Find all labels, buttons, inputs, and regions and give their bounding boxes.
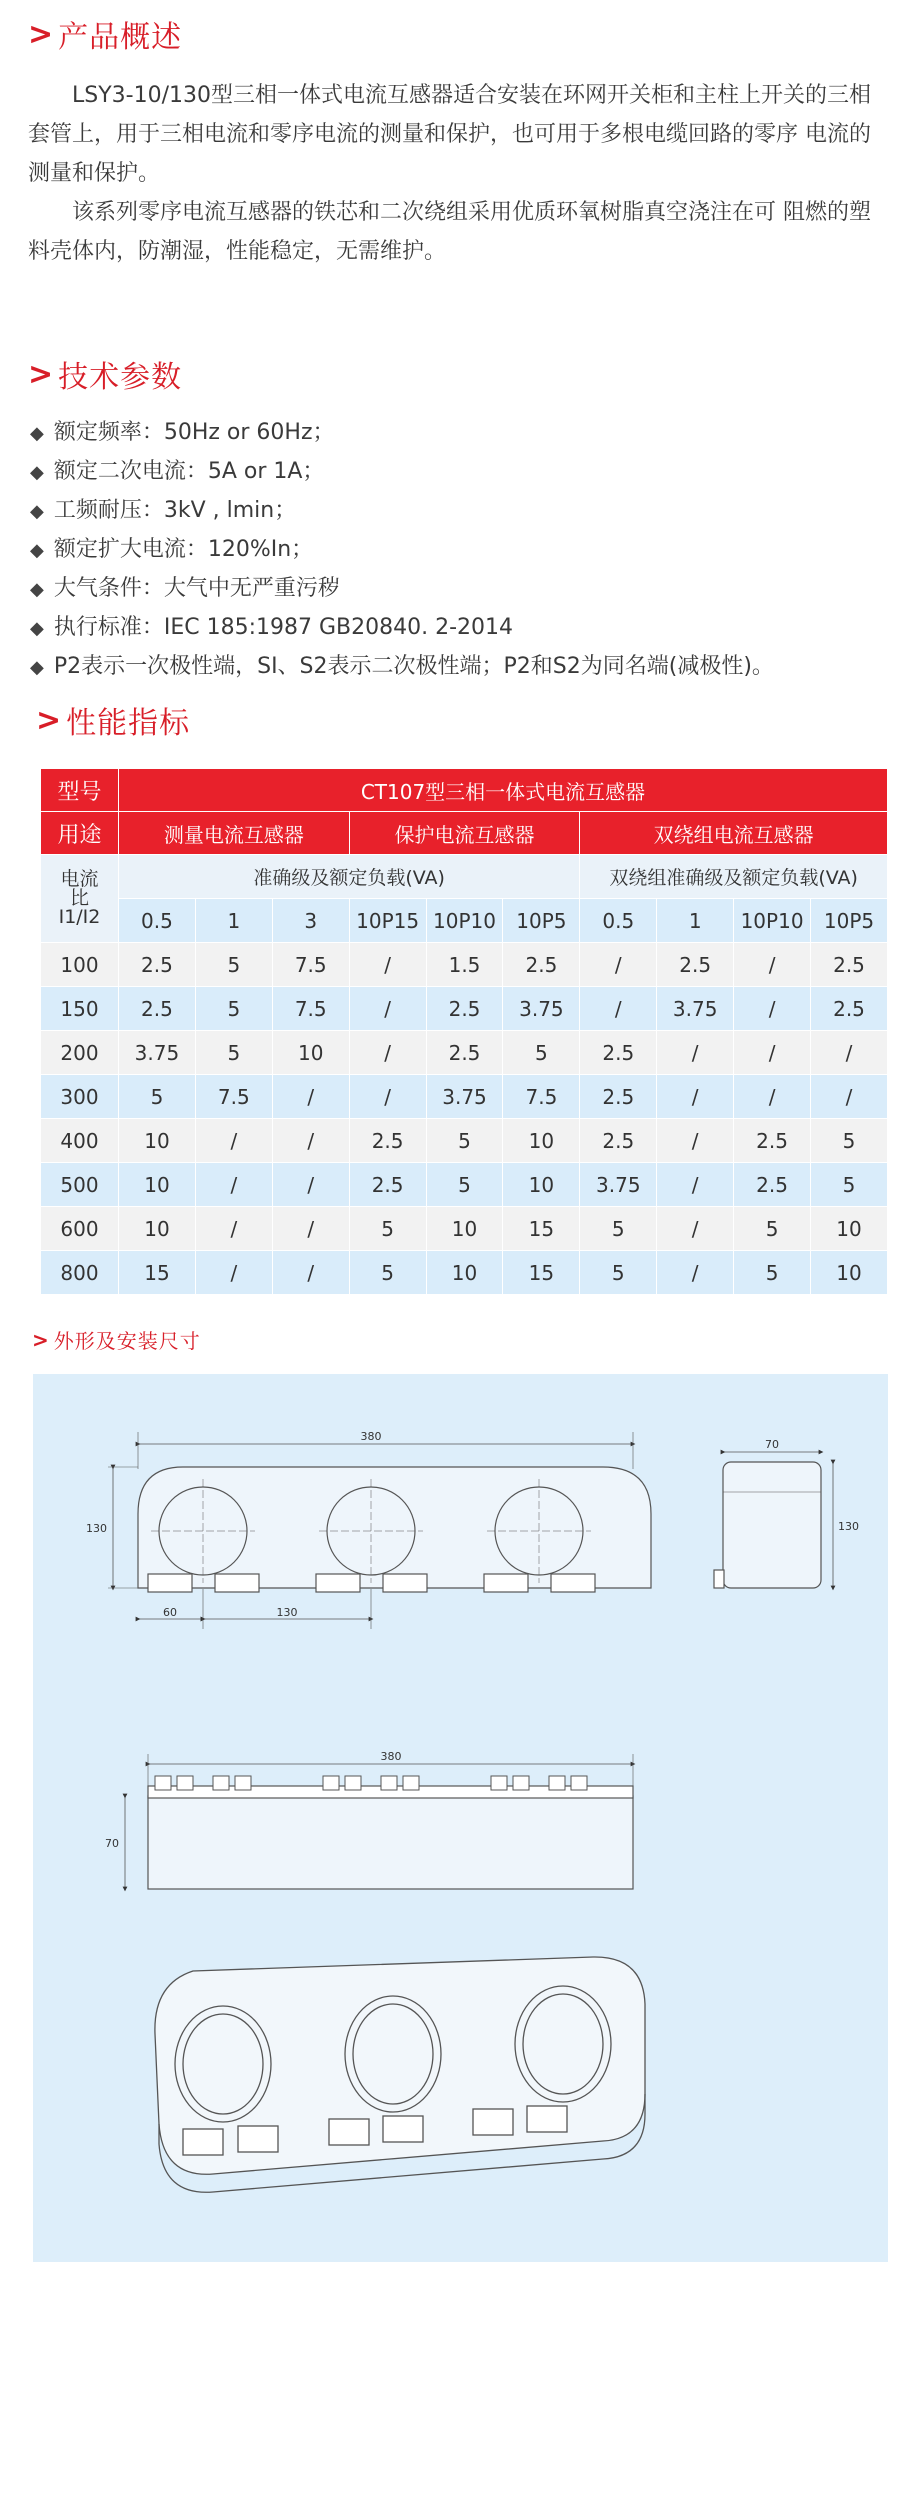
accuracy-class-cell: 1 [195,899,272,943]
spec-item: ◆ 执行标准：IEC 185:1987 GB20840. 2-2014 [30,609,774,648]
load-value-cell: 5 [503,1031,580,1075]
table-row [41,1119,888,1163]
chevron-right-icon: > [36,702,63,738]
load-value-cell: 7.5 [272,987,349,1031]
load-value-cell: / [657,1031,734,1075]
load-value-cell: 2.5 [349,1163,426,1207]
load-value-cell: / [272,1075,349,1119]
load-value-cell: 7.5 [195,1075,272,1119]
diamond-bullet-icon: ◆ [30,462,44,483]
load-value-cell: 2.5 [657,943,734,987]
spec-item: ◆ 额定频率：50Hz or 60Hz； [30,414,774,453]
side-view [714,1452,833,1588]
table-row [41,1251,888,1295]
load-value-cell: / [272,1119,349,1163]
ratio-cell: 500 [41,1163,119,1207]
load-value-cell: 5 [426,1163,503,1207]
table-row [41,987,888,1031]
chevron-right-icon: > [28,16,55,52]
accuracy-class-cell: 3 [272,899,349,943]
load-value-cell: 10 [426,1251,503,1295]
load-value-cell: / [580,987,657,1031]
load-value-cell: 5 [426,1119,503,1163]
load-value-cell: 5 [580,1251,657,1295]
dimension-drawing [33,1374,888,2262]
load-value-cell: 5 [734,1251,811,1295]
diamond-bullet-icon: ◆ [30,540,44,561]
accuracy-class-cell: 10P10 [426,899,503,943]
load-value-cell: 2.5 [811,943,888,987]
diamond-bullet-icon: ◆ [30,618,44,639]
front-view [108,1432,651,1629]
overview-paragraph-2: 该系列零序电流互感器的铁芯和二次绕组采用优质环氧树脂真空浇注在可 阻燃的塑料壳体内，防潮湿，性能稳定，无需维护。 [28,200,871,264]
dimensions-title-text: 外形及安装尺寸 [53,1329,201,1353]
load-value-cell: / [349,987,426,1031]
load-value-cell: 2.5 [119,943,196,987]
load-value-cell: 5 [349,1207,426,1251]
load-value-cell: 10 [119,1119,196,1163]
load-value-cell: 1.5 [426,943,503,987]
load-value-cell: 2.5 [426,987,503,1031]
load-value-cell: 15 [119,1251,196,1295]
ratio-cell: 100 [41,943,119,987]
table-row [41,1075,888,1119]
load-value-cell: 2.5 [119,987,196,1031]
table-row [41,943,888,987]
offset-label: 60 [163,1606,177,1619]
use-label: 用途 [41,812,119,855]
accuracy-class-cell: 1 [657,899,734,943]
load-value-cell: 7.5 [503,1075,580,1119]
load-value-cell: 10 [119,1207,196,1251]
load-value-cell: 5 [349,1251,426,1295]
load-value-cell: / [195,1207,272,1251]
spec-item: ◆ P2表示一次极性端，SI、S2表示二次极性端；P2和S2为同名端(减极性)。 [30,648,774,687]
tech-title [28,352,182,396]
isometric-view [155,1957,645,2192]
use-row [41,812,888,855]
table-row [41,1207,888,1251]
load-value-cell: / [272,1207,349,1251]
load-value-cell: / [811,1075,888,1119]
chevron-right-icon: > [28,356,55,392]
front-width-label: 380 [360,1430,382,1443]
load-value-cell: 5 [195,1031,272,1075]
ratio-cell: 200 [41,1031,119,1075]
top-height-label: 70 [105,1837,119,1850]
performance-table [40,768,888,1295]
overview-title-text: 产品概述 [58,20,183,55]
use-protect: 保护电流互感器 [349,812,580,855]
spec-item: ◆ 额定扩大电流：120%In； [30,531,774,570]
accuracy-class-row [41,899,888,943]
load-value-cell: 2.5 [734,1119,811,1163]
load-value-cell: 2.5 [734,1163,811,1207]
perf-title-text: 性能指标 [66,706,191,741]
load-value-cell: / [657,1163,734,1207]
ratio-cell: 600 [41,1207,119,1251]
model-value: CT107型三相一体式电流互感器 [119,769,888,812]
perf-title [36,698,190,742]
load-value-cell: / [734,1031,811,1075]
load-value-cell: 15 [503,1251,580,1295]
load-value-cell: / [734,1075,811,1119]
accuracy-class-cell: 10P10 [734,899,811,943]
load-header-single: 准确级及额定负载(VA) [119,855,580,899]
load-value-cell: 3.75 [580,1163,657,1207]
load-value-cell: / [272,1251,349,1295]
load-value-cell: / [580,943,657,987]
top-width-label: 380 [380,1750,402,1763]
chevron-right-icon: > [32,1327,50,1352]
tech-title-text: 技术参数 [58,360,183,395]
load-value-cell: 5 [195,943,272,987]
load-value-cell: / [657,1251,734,1295]
load-value-cell: / [195,1251,272,1295]
diamond-bullet-icon: ◆ [30,423,44,444]
load-value-cell: 5 [734,1207,811,1251]
load-value-cell: / [734,943,811,987]
front-height-label: 130 [86,1522,107,1535]
spec-item: ◆ 工频耐压：3kV , lmin； [30,492,774,531]
load-header-row [41,855,888,899]
accuracy-class-cell: 10P5 [811,899,888,943]
load-value-cell: 3.75 [503,987,580,1031]
load-value-cell: 2.5 [503,943,580,987]
load-value-cell: / [811,1031,888,1075]
load-value-cell: / [657,1119,734,1163]
diamond-bullet-icon: ◆ [30,501,44,522]
table-row [41,1031,888,1075]
load-value-cell: / [657,1207,734,1251]
use-dual: 双绕组电流互感器 [580,812,888,855]
load-value-cell: / [657,1075,734,1119]
side-height-label: 130 [838,1520,859,1533]
load-header-dual: 双绕组准确级及额定负载(VA) [580,855,888,899]
overview-title [28,12,182,56]
table-row [41,1163,888,1207]
load-value-cell: / [349,1075,426,1119]
load-value-cell: 10 [272,1031,349,1075]
ratio-header: 电流 比 I1/I2 [41,855,119,943]
load-value-cell: 2.5 [580,1031,657,1075]
load-value-cell: 2.5 [580,1119,657,1163]
diamond-bullet-icon: ◆ [30,657,44,678]
accuracy-class-cell: 10P5 [503,899,580,943]
load-value-cell: 2.5 [811,987,888,1031]
load-value-cell: 15 [503,1207,580,1251]
accuracy-class-cell: 0.5 [119,899,196,943]
load-value-cell: / [734,987,811,1031]
load-value-cell: 10 [503,1119,580,1163]
load-value-cell: 5 [811,1119,888,1163]
load-value-cell: 2.5 [349,1119,426,1163]
tech-spec-list [30,414,774,687]
accuracy-class-cell: 10P15 [349,899,426,943]
diamond-bullet-icon: ◆ [30,579,44,600]
load-value-cell: / [349,1031,426,1075]
load-value-cell: / [272,1163,349,1207]
spec-item: ◆ 大气条件：大气中无严重污秽 [30,570,774,609]
load-value-cell: / [349,943,426,987]
ratio-cell: 800 [41,1251,119,1295]
load-value-cell: 7.5 [272,943,349,987]
accuracy-class-cell: 0.5 [580,899,657,943]
side-width-label: 70 [765,1438,779,1451]
load-value-cell: 10 [426,1207,503,1251]
load-value-cell: / [195,1163,272,1207]
ratio-cell: 300 [41,1075,119,1119]
load-value-cell: 2.5 [426,1031,503,1075]
spec-item: ◆ 额定二次电流：5A or 1A； [30,453,774,492]
ratio-cell: 150 [41,987,119,1031]
load-value-cell: / [195,1119,272,1163]
model-row [41,769,888,812]
load-value-cell: 3.75 [657,987,734,1031]
dimensions-title [32,1325,201,1354]
use-measure: 测量电流互感器 [119,812,350,855]
load-value-cell: 10 [811,1207,888,1251]
load-value-cell: 10 [119,1163,196,1207]
dimension-drawing-panel [33,1374,888,2262]
load-value-cell: 2.5 [580,1075,657,1119]
load-value-cell: 5 [119,1075,196,1119]
load-value-cell: 5 [580,1207,657,1251]
overview-paragraph-1: LSY3-10/130型三相一体式电流互感器适合安装在环网开关柜和主柱上开关的三相 套管上，用于三相电流和零序电流的测量和保护，也可用于多根电缆回路的零序 电流的测量和保护。 [28,83,871,186]
load-value-cell: 5 [811,1163,888,1207]
load-value-cell: 10 [811,1251,888,1295]
ratio-cell: 400 [41,1119,119,1163]
model-label: 型号 [41,769,119,812]
pitch-label: 130 [276,1606,298,1619]
load-value-cell: 5 [195,987,272,1031]
top-view [125,1754,633,1889]
load-value-cell: 3.75 [119,1031,196,1075]
load-value-cell: 3.75 [426,1075,503,1119]
load-value-cell: 10 [503,1163,580,1207]
